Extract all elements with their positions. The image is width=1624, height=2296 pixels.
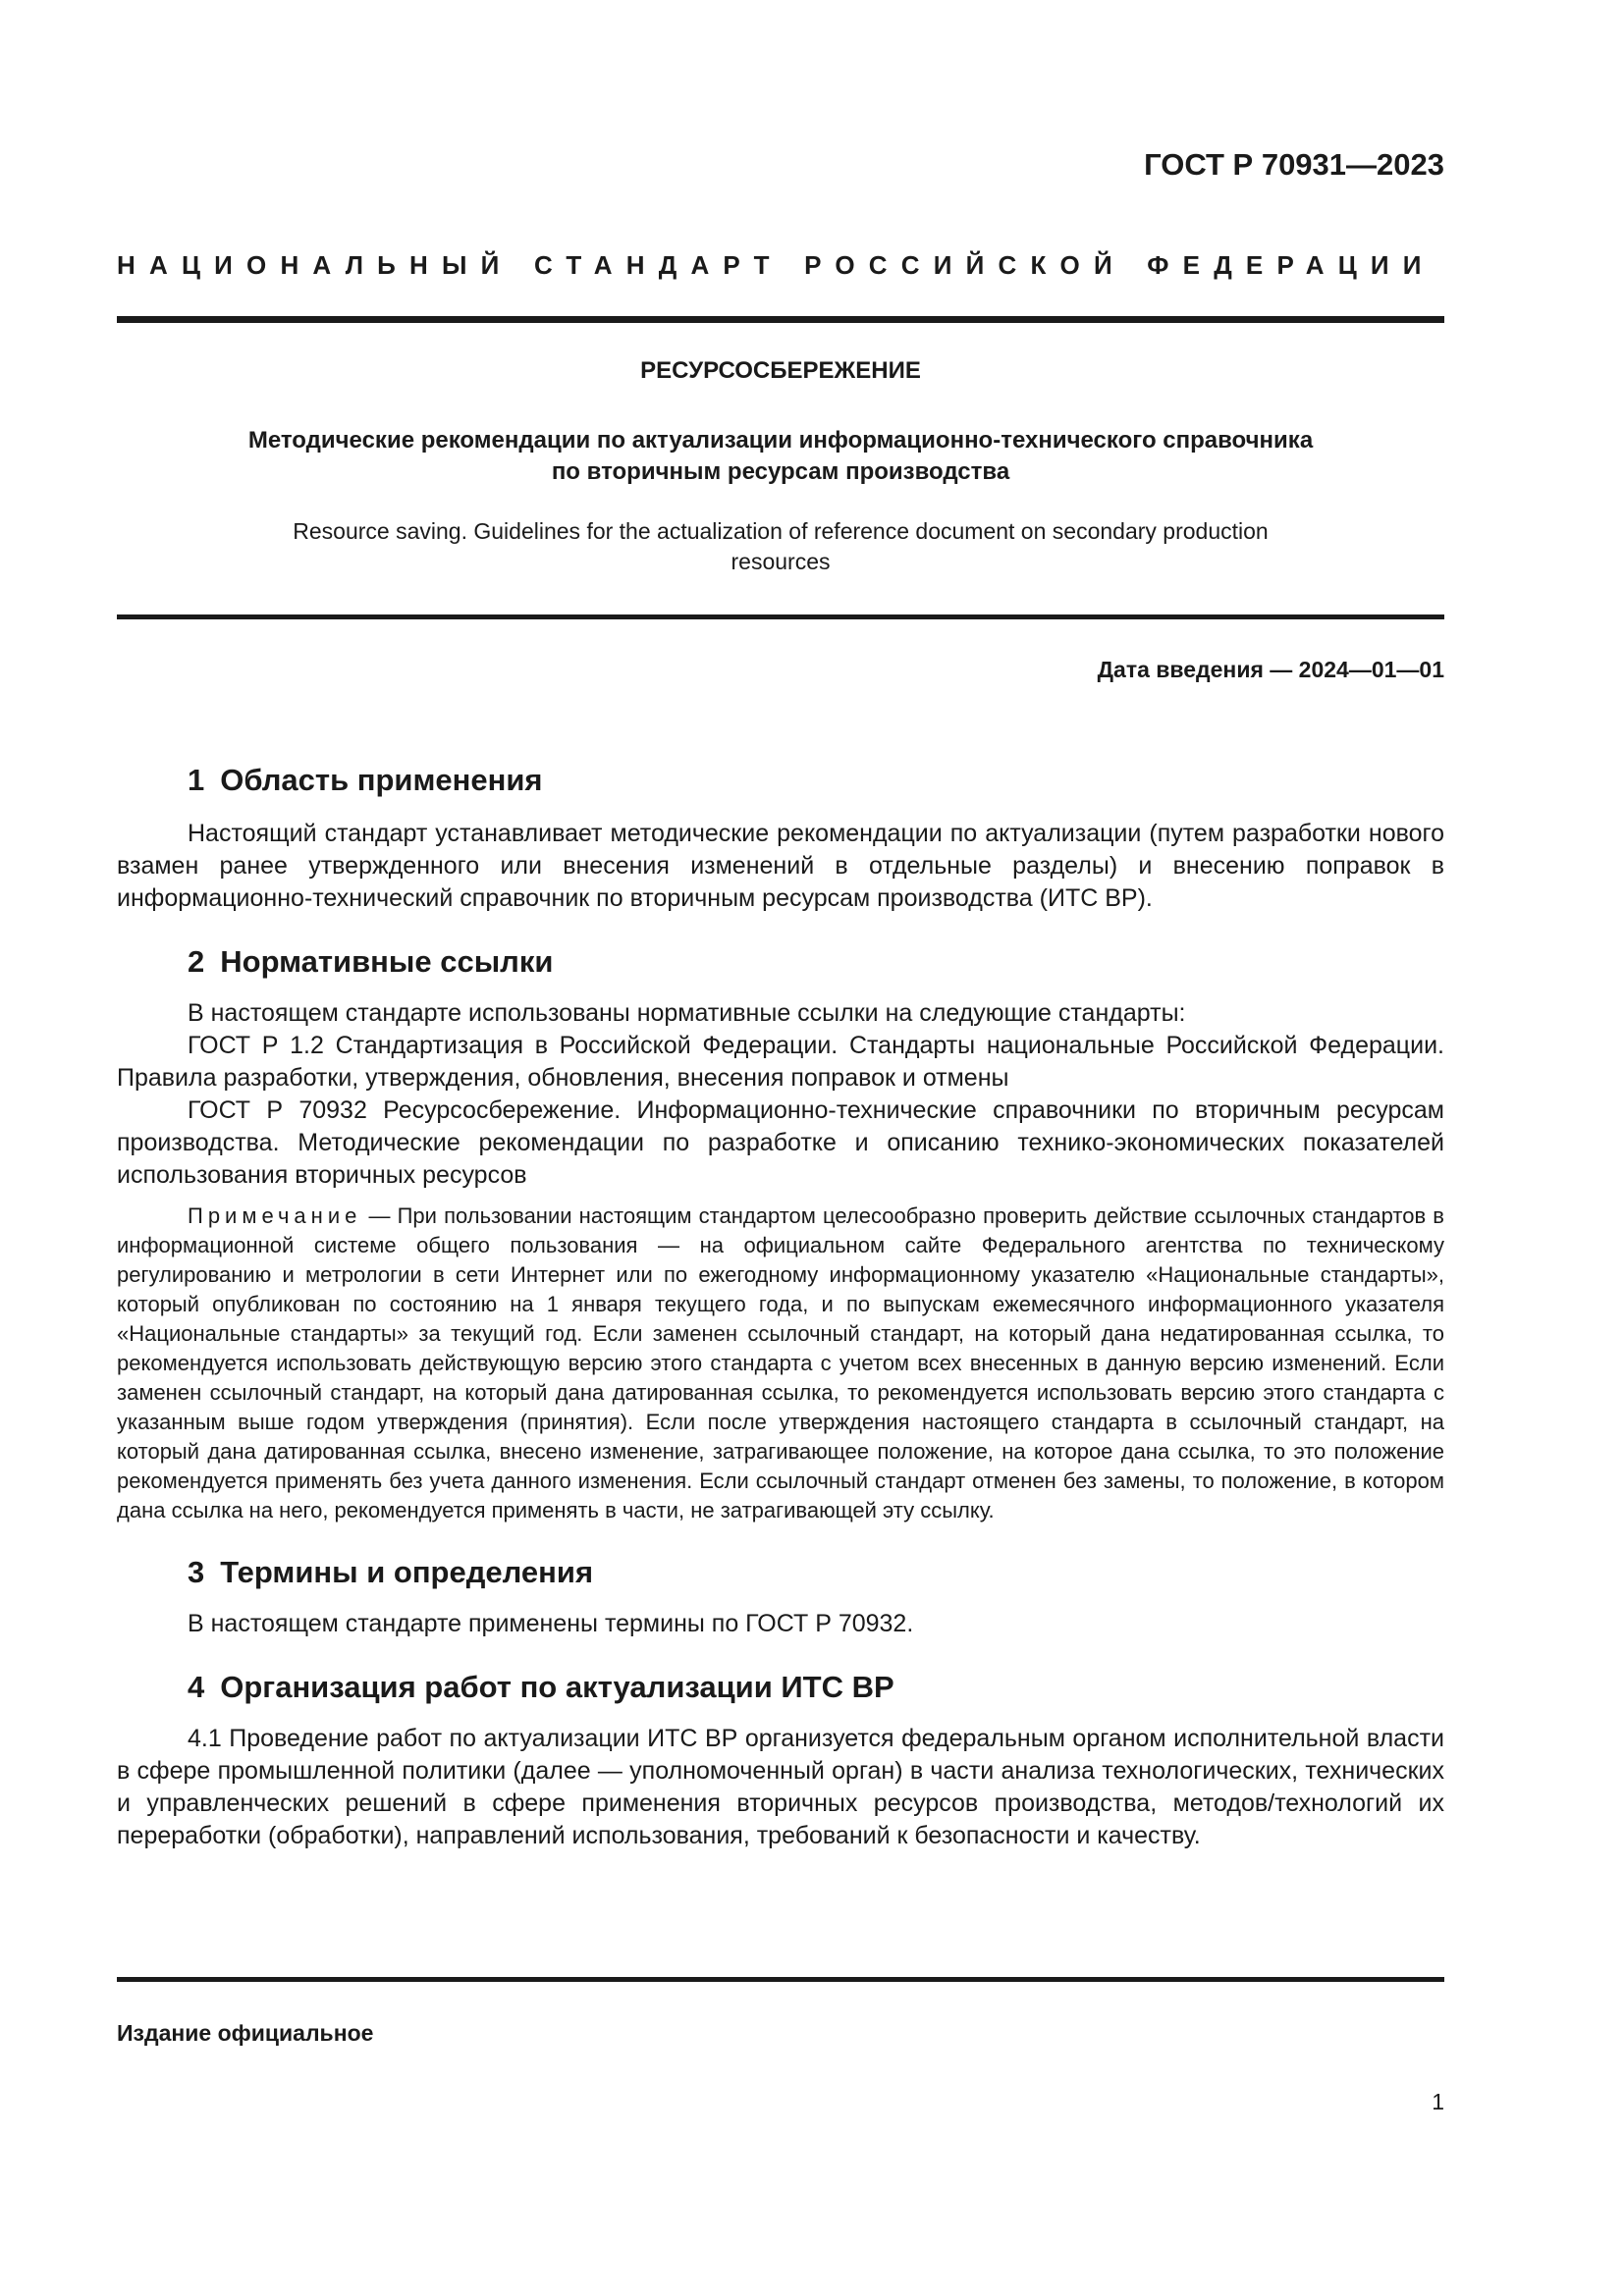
top-divider xyxy=(117,316,1444,323)
section-number: 4 xyxy=(188,1670,205,1704)
section-title: Область применения xyxy=(220,763,543,797)
title-divider xyxy=(117,614,1444,619)
footer-divider xyxy=(117,1977,1444,1982)
reference-note xyxy=(117,1201,1444,1525)
reference-gost-r-70932: ГОСТ Р 70932 Ресурсосбережение. Информационно-технические справочники по вторичным ресурсам производства. Методические рекомендации по разработке и описанию технико-экономических показателей использования вторичных ресурсов xyxy=(117,1096,1444,1189)
reference-gost-r-1-2: ГОСТ Р 1.2 Стандартизация в Российской Федерации. Стандарты национальные Российской Федерации. Правила разработки, утверждения, обновления, внесения поправок и отмены xyxy=(117,1032,1444,1092)
introduction-date: Дата введения — 2024—01—01 xyxy=(1097,657,1444,682)
section-2-intro: В настоящем стандарте использованы нормативные ссылки на следующие стандарты: xyxy=(188,999,1186,1027)
page-number: 1 xyxy=(1432,2089,1444,2114)
section-4-heading xyxy=(117,1668,1444,1707)
section-title: Организация работ по актуализации ИТС ВР xyxy=(220,1670,894,1704)
section-2-heading xyxy=(117,942,1444,982)
standard-main-title: РЕСУРСОСБЕРЕЖЕНИЕ xyxy=(640,357,921,384)
section-number: 2 xyxy=(188,944,205,979)
note-label: Примечание xyxy=(188,1203,362,1228)
document-number: ГОСТ Р 70931—2023 xyxy=(1144,147,1444,182)
section-3-heading xyxy=(117,1553,1444,1592)
english-title-line-1: Resource saving. Guidelines for the actualization of reference document on secondary production xyxy=(293,518,1269,544)
section-title: Нормативные ссылки xyxy=(220,944,554,979)
official-edition-label: Издание официальное xyxy=(117,2020,374,2046)
section-4-1-paragraph: 4.1 Проведение работ по актуализации ИТС ВР организуется федеральным органом исполнительной власти в сфере промышленной политики (далее — уполномоченный орган) в части анализа технологических, технических и управленческих решений в сфере применения вторичных ресурсов производства, методов/технологий их переработки (обработки), направлений использования, требований к безопасности и качеству. xyxy=(117,1725,1444,1849)
section-number: 3 xyxy=(188,1555,205,1589)
national-standard-banner: НАЦИОНАЛЬНЫЙ СТАНДАРТ РОССИЙСКОЙ ФЕДЕРАЦИИ xyxy=(117,250,1435,280)
standard-subtitle xyxy=(117,425,1444,488)
document-body xyxy=(117,761,1444,1852)
english-title-line-2: resources xyxy=(731,549,831,574)
note-text: — При пользовании настоящим стандартом целесообразно проверить действие ссылочных стандартов в информационной системе общего пользования — на официальном сайте Федерального агентства по техническому регулированию и метрологии в сети Интернет или по ежегодному информационному указателю «Национальные стандарты», который опубликован по состоянию на 1 января текущего года, и по выпускам ежемесячного информационного указателя «Национальные стандарты» за текущий год. Если заменен ссылочный стандарт, на который дана недатированная ссылка, то рекомендуется использовать действующую версию этого стандарта с учетом всех внесенных в данную версию изменений. Если заменен ссылочный стандарт, на который дана датированная ссылка, то рекомендуется использовать версию этого стандарта с указанным выше годом утверждения (принятия). Если после утверждения настоящего стандарта в ссылочный стандарт, на который дана датированная ссылка, внесено изменение, затрагивающее положение, на которое дана ссылка, то это положение рекомендуется применять без учета данного изменения. Если ссылочный стандарт отменен без замены, то положение, в котором дана ссылка на него, рекомендуется применять в части, не затрагивающей эту ссылку. xyxy=(117,1203,1444,1522)
subtitle-line-2: по вторичным ресурсам производства xyxy=(551,458,1010,485)
english-title xyxy=(117,516,1444,577)
section-title: Термины и определения xyxy=(220,1555,594,1589)
section-1-heading xyxy=(117,761,1444,800)
section-number: 1 xyxy=(188,763,205,797)
subtitle-line-1: Методические рекомендации по актуализации информационно-технического справочника xyxy=(247,427,1314,454)
section-3-paragraph: В настоящем стандарте применены термины по ГОСТ Р 70932. xyxy=(188,1610,914,1637)
section-1-paragraph: Настоящий стандарт устанавливает методические рекомендации по актуализации (путем разработки нового взамен ранее утвержденного или внесения изменений в отдельные разделы) и внесению поправок в информационно-технический справочник по вторичным ресурсам производства (ИТС ВР). xyxy=(117,820,1444,912)
